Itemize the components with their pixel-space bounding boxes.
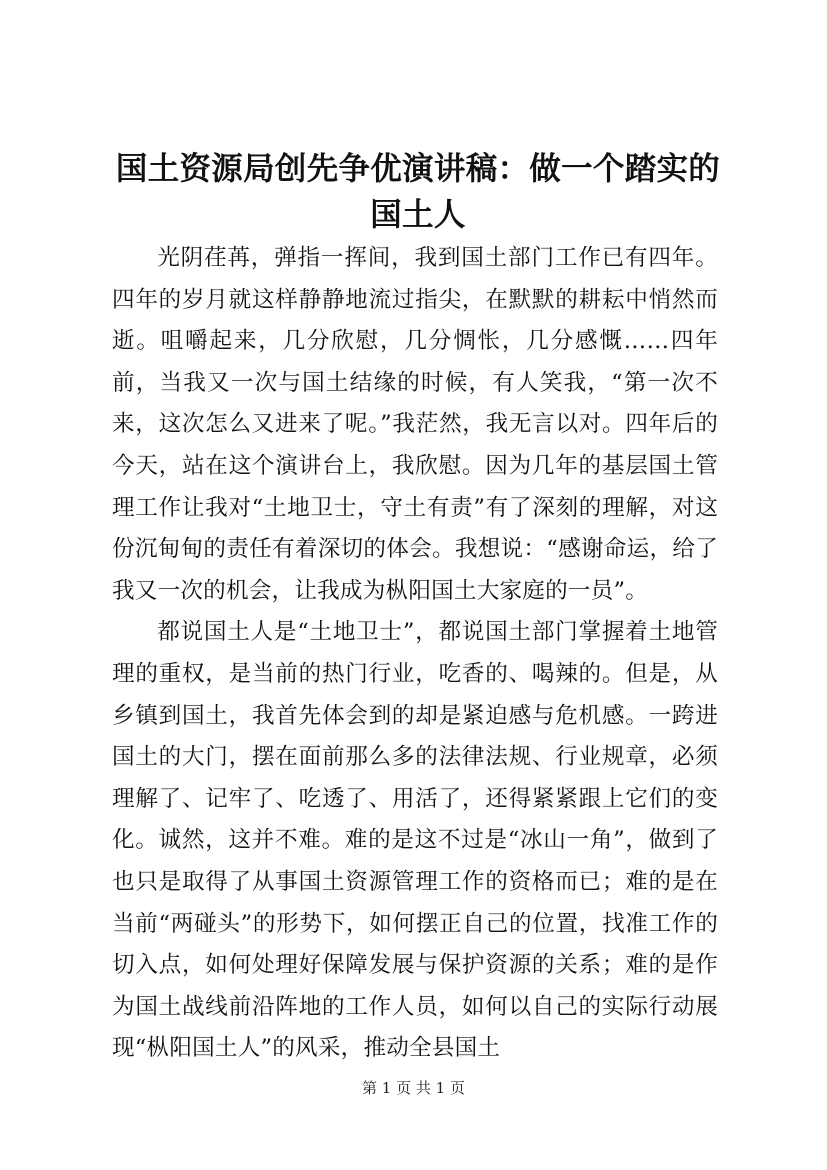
- document-title: 国土资源局创先争优演讲稿：做一个踏实的国土人: [115, 150, 721, 233]
- document-body: [112, 238, 718, 1070]
- paragraph: 光阴荏苒，弹指一挥间，我到国土部门工作已有四年。四年的岁月就这样静静地流过指尖，在默默的耕耘中悄然而逝。咀嚼起来，几分欣慰，几分惆怅，几分感慨……四年前，当我又一次与国土结缘的时候，有人笑我，“第一次不来，这次怎么又进来了呢。”我茫然，我无言以对。四年后的今天，站在这个演讲台上，我欣慰。因为几年的基层国土管理工作让我对“土地卫士，守土有责”有了深刻的理解，对这份沉甸甸的责任有着深切的体会。我想说：“感谢命运，给了我又一次的机会，让我成为枞阳国土大家庭的一员”。: [112, 245, 718, 604]
- paragraph: 都说国土人是“土地卫士”，都说国土部门掌握着土地管理的重权，是当前的热门行业，吃香的、喝辣的。但是，从乡镇到国土，我首先体会到的却是紧迫感与危机感。一跨进国土的大门，摆在面前那么多的法律法规、行业规章，必须理解了、记牢了、吃透了、用活了，还得紧紧跟上它们的变化。诚然，这并不难。难的是这不过是“冰山一角”，做到了也只是取得了从事国土资源管理工作的资格而已；难的是在当前“两碰头”的形势下，如何摆正自己的位置，找准工作的切入点，如何处理好保障发展与保护资源的关系；难的是作为国土战线前沿阵地的工作人员，如何以自己的实际行动展现“枞阳国土人”的风采，推动全县国土: [112, 619, 718, 1062]
- page-footer: 第 1 页 共 1 页: [362, 1079, 465, 1097]
